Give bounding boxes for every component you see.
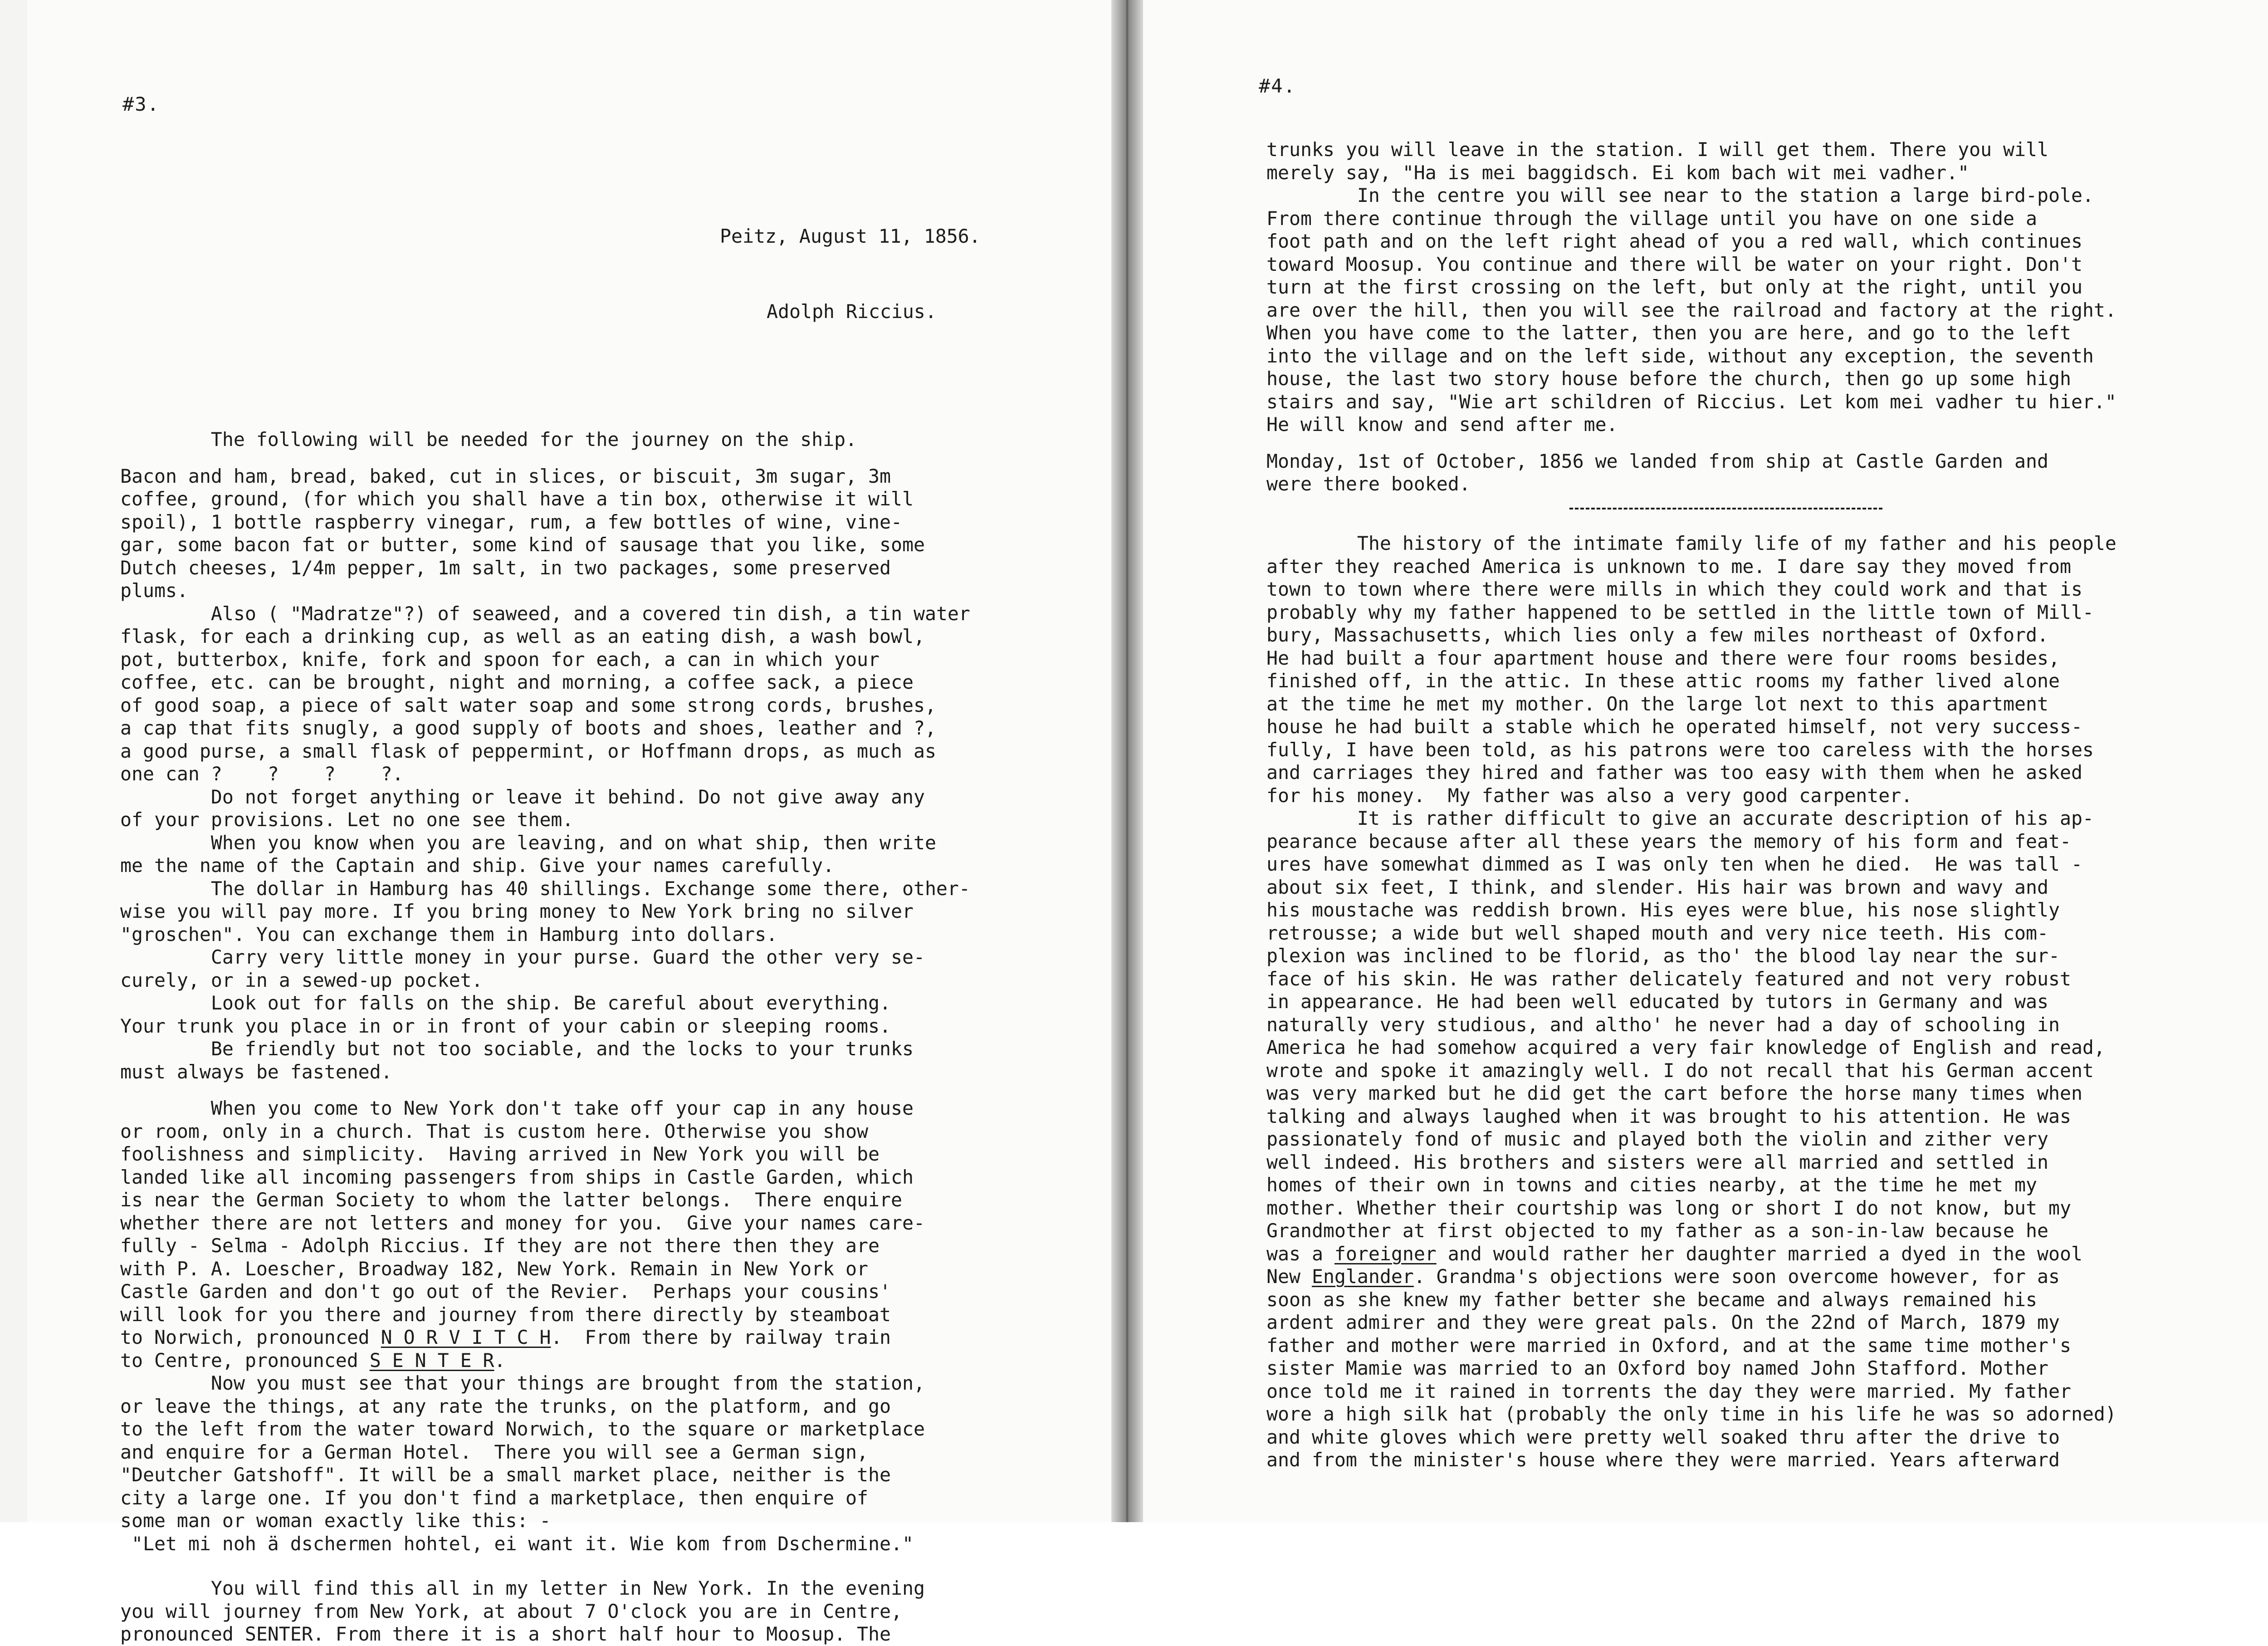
text-line: He will know and send after me.	[1266, 413, 1618, 436]
text-line: wrote and spoke it amazingly well. I do not recall that his German accent	[1266, 1059, 2094, 1082]
spacer	[120, 369, 981, 382]
text-line: and carriages they hired and father was too easy with them when he asked	[1266, 761, 2082, 784]
heading-name: Adolph Riccius.	[767, 300, 937, 323]
text-line: talking and always laughed when it was brought to his attention. He was	[1266, 1105, 2071, 1127]
text-line: merely say, "Ha is mei baggidsch. Ei kom bach wit mei vadher."	[1266, 161, 1970, 184]
text-line: pearance because after all these years the memory of his form and feat-	[1266, 830, 2071, 852]
spacer	[1266, 519, 2116, 532]
text-line: was very marked but he did get the cart before the horse many times when	[1266, 1082, 2082, 1104]
text-line: The following will be needed for the journey on the ship.	[120, 428, 857, 451]
book-gutter	[1111, 0, 1143, 1522]
page-number: #4.	[1259, 75, 1296, 97]
text-line: curely, or in a sewed-up pocket.	[120, 969, 483, 991]
text-line	[1266, 1265, 2116, 1288]
text-line: into the village and on the left side, without any exception, the seventh	[1266, 344, 2094, 367]
page-left	[27, 0, 1111, 1645]
text-line: a good purse, a small flask of peppermint, or Hoffmann drops, as much as	[120, 740, 936, 762]
underlined-word: Englander	[1311, 1265, 1414, 1288]
text-line	[120, 1326, 981, 1349]
text-line: probably why my father happened to be settled in the little town of Mill-	[1266, 601, 2094, 623]
text-run: to Centre, pronounced	[120, 1349, 370, 1372]
text-line: a cap that fits snugly, a good supply of boots and shoes, leather and ?,	[120, 717, 936, 739]
spacer	[1266, 436, 2116, 450]
text-line: landed like all incoming passengers from ships in Castle Garden, which	[120, 1166, 914, 1188]
text-line: passionately fond of music and played both the violin and zither very	[1266, 1128, 2048, 1150]
text-line: From there continue through the village until you have on one side a	[1266, 207, 2037, 230]
text-line: Also ( "Madratze"?) of seaweed, and a covered tin dish, a tin water	[120, 602, 970, 625]
text-line: foot path and on the left right ahead of you a red wall, which continues	[1266, 230, 2082, 252]
text-run: to Norwich, pronounced	[120, 1326, 381, 1348]
text-line: When you come to New York don't take off your cap in any house	[120, 1097, 914, 1119]
text-line: me the name of the Captain and ship. Give your names carefully.	[120, 854, 835, 877]
text-line: "Let mi noh ä dschermen hohtel, ei want it. Wie kom from Dschermine."	[120, 1532, 914, 1555]
text-line: turn at the first crossing on the left, but only at the right, until you	[1266, 276, 2082, 298]
text-line: The dollar in Hamburg has 40 shillings. Exchange some there, other-	[120, 877, 970, 900]
text-line: plexion was inclined to be florid, as tho' the blood lay near the sur-	[1266, 945, 2060, 967]
text-line: When you have come to the latter, then you are here, and go to the left	[1266, 322, 2071, 344]
text-line: sister Mamie was married to an Oxford boy named John Stafford. Mother	[1266, 1357, 2048, 1379]
text-line: you will journey from New York, at about 7 O'clock you are in Centre,	[120, 1600, 902, 1622]
text-line: stairs and say, "Wie art schildren of Riccius. Let kom mei vadher tu hier."	[1266, 390, 2116, 413]
text-line: Carry very little money in your purse. Guard the other very se-	[120, 946, 925, 968]
text-line: Your trunk you place in or in front of your cabin or sleeping rooms.	[120, 1014, 891, 1037]
text-line: fully - Selma - Adolph Riccius. If they are not there then they are	[120, 1234, 880, 1257]
text-line: Do not forget anything or leave it behind. Do not give away any	[120, 785, 925, 808]
letter-body	[120, 179, 981, 1646]
text-line: wore a high silk hat (probably the only time in his life he was so adorned)	[1266, 1403, 2116, 1425]
text-line: father and mother were married in Oxford, and at the same time mother's	[1266, 1334, 2071, 1357]
text-line: some man or woman exactly like this: -	[120, 1509, 551, 1532]
text-line: face of his skin. He was rather delicately featured and not very robust	[1266, 967, 2071, 990]
heading-place-date: Peitz, August 11, 1856.	[720, 225, 981, 247]
text-line: retrousse; a wide but well shaped mouth and very nice teeth. His com-	[1266, 921, 2048, 944]
text-line: He had built a four apartment house and there were four rooms besides,	[1266, 647, 2060, 669]
dashed-separator	[1266, 496, 2116, 519]
text-run: and would rather her daughter married a dyed in the wool	[1436, 1242, 2082, 1265]
page-number: #3.	[122, 93, 160, 115]
text-line: "Deutcher Gatshoff". It will be a small market place, neither is the	[120, 1464, 891, 1486]
spacer	[120, 1555, 981, 1577]
underlined-word: foreigner	[1334, 1242, 1437, 1265]
text-line: city a large one. If you don't find a marketplace, then enquire of	[120, 1486, 869, 1509]
text-line: Monday, 1st of October, 1856 we landed from ship at Castle Garden and	[1266, 450, 2048, 472]
text-line: is near the German Society to whom the latter belongs. There enquire	[120, 1189, 902, 1211]
text-line: bury, Massachusetts, which lies only a few miles northeast of Oxford.	[1266, 624, 2048, 646]
text-line: coffee, etc. can be brought, night and morning, a coffee sack, a piece	[120, 671, 914, 693]
text-line: with P. A. Loescher, Broadway 182, New York. Remain in New York or	[120, 1257, 869, 1280]
text-line: his moustache was reddish brown. His eyes were blue, his nose slightly	[1266, 899, 2060, 921]
text-line: about six feet, I think, and slender. His hair was brown and wavy and	[1266, 876, 2048, 898]
text-line: toward Moosup. You continue and there will be water on your right. Don't	[1266, 253, 2082, 275]
text-line: Dutch cheeses, 1/4m pepper, 1m salt, in two packages, some preserved	[120, 556, 891, 579]
text-line: house he had built a stable which he operated himself, not very success-	[1266, 715, 2082, 738]
text-run: .	[494, 1349, 506, 1372]
text-line: one can ? ? ? ?.	[120, 763, 404, 785]
text-line: spoil), 1 bottle raspberry vinegar, rum, a few bottles of wine, vine-	[120, 510, 902, 533]
text-line: or room, only in a church. That is custom here. Otherwise you show	[120, 1120, 869, 1142]
text-line: and enquire for a German Hotel. There you will see a German sign,	[120, 1440, 869, 1463]
text-line: flask, for each a drinking cup, as well as an eating dish, a wash bowl,	[120, 625, 925, 647]
text-run: New	[1266, 1265, 1312, 1288]
text-line: The history of the intimate family life of my father and his people	[1266, 532, 2116, 554]
text-line: It is rather difficult to give an accurate description of his ap-	[1266, 807, 2094, 829]
text-line: Castle Garden and don't go out of the Revier. Perhaps your cousins'	[120, 1280, 891, 1303]
text-line: ardent admirer and they were great pals. On the 22nd of March, 1879 my	[1266, 1311, 2060, 1333]
text-run: was a	[1266, 1242, 1334, 1265]
narrative-body	[1266, 138, 2116, 1472]
text-line: mother. Whether their courtship was long or short I do not know, but my	[1266, 1196, 2071, 1219]
text-line: naturally very studious, and altho' he never had a day of schooling in	[1266, 1013, 2060, 1036]
text-line: "groschen". You can exchange them in Hamburg into dollars.	[120, 923, 778, 945]
text-line: and from the minister's house where they were married. Years afterward	[1266, 1449, 2060, 1471]
text-line: foolishness and simplicity. Having arrived in New York you will be	[120, 1143, 880, 1165]
text-line: for his money. My father was also a very good carpenter.	[1266, 784, 1913, 807]
text-line: must always be fastened.	[120, 1060, 392, 1083]
text-line: America he had somehow acquired a very fair knowledge of English and read,	[1266, 1036, 2105, 1058]
underlined-word: S E N T E R	[369, 1349, 494, 1372]
text-line: soon as she knew my father better she became and always remained his	[1266, 1288, 2037, 1311]
text-line: of good soap, a piece of salt water soap and some strong cords, brushes,	[120, 694, 936, 716]
text-line: house, the last two story house before the church, then go up some high	[1266, 367, 2071, 390]
text-line: fully, I have been told, as his patrons were too careless with the horses	[1266, 738, 2094, 761]
text-line: to the left from the water toward Norwich, to the square or marketplace	[120, 1418, 925, 1440]
text-line: Grandmother at first objected to my father as a son-in-law because he	[1266, 1220, 2048, 1242]
text-line: In the centre you will see near to the station a large bird-pole.	[1266, 184, 2094, 206]
spacer	[120, 451, 981, 465]
text-line: or leave the things, at any rate the trunks, on the platform, and go	[120, 1395, 891, 1417]
text-line: coffee, ground, (for which you shall have a tin box, otherwise it will	[120, 488, 914, 510]
text-line: Now you must see that your things are brought from the station,	[120, 1372, 925, 1394]
text-line: whether there are not letters and money for you. Give your names care-	[120, 1211, 925, 1234]
text-line: in appearance. He had been well educated by tutors in Germany and was	[1266, 990, 2048, 1013]
text-line: well indeed. His brothers and sisters were all married and settled in	[1266, 1151, 2048, 1173]
text-line: trunks you will leave in the station. I will get them. There you will	[1266, 138, 2048, 161]
text-line: and white gloves which were pretty well soaked thru after the drive to	[1266, 1426, 2060, 1448]
text-line: will look for you there and journey from there directly by steamboat	[120, 1303, 891, 1326]
text-line: ures have somewhat dimmed as I was only ten when he died. He was tall -	[1266, 853, 2082, 875]
text-run: . Grandma's objections were soon overcome however, for as	[1413, 1265, 2060, 1288]
text-line: plums.	[120, 579, 188, 602]
text-run: . From there by railway train	[551, 1326, 891, 1348]
spacer	[120, 1083, 981, 1097]
text-line: are over the hill, then you will see the railroad and factory at the right.	[1266, 299, 2116, 321]
text-line: gar, some bacon fat or butter, some kind of sausage that you like, some	[120, 534, 925, 556]
text-line: were there booked.	[1266, 473, 1471, 495]
text-line: wise you will pay more. If you bring money to New York bring no silver	[120, 900, 914, 922]
page-right	[1143, 0, 2268, 1522]
text-line	[120, 1349, 981, 1372]
text-line: Look out for falls on the ship. Be careful about everything.	[120, 992, 891, 1014]
text-line: pot, butterbox, knife, fork and spoon for each, a can in which your	[120, 648, 880, 671]
text-line: once told me it rained in torrents the day they were married. My father	[1266, 1380, 2071, 1402]
text-line: of your provisions. Let no one see them.	[120, 808, 574, 831]
text-line: You will find this all in my letter in New York. In the evening	[120, 1577, 925, 1599]
text-line: pronounced SENTER. From there it is a short half hour to Moosup. The	[120, 1623, 891, 1645]
text-line	[1266, 1243, 2116, 1266]
text-line: Be friendly but not too sociable, and the locks to your trunks	[120, 1038, 914, 1060]
text-line: after they reached America is unknown to me. I dare say they moved from	[1266, 555, 2071, 578]
underlined-word: N O R V I T C H	[381, 1326, 551, 1348]
text-line: town to town where there were mills in which they could work and that is	[1266, 578, 2082, 600]
text-line: homes of their own in towns and cities nearby, at the time he met my	[1266, 1174, 2037, 1196]
text-line: at the time he met my mother. On the large lot next to this apartment	[1266, 692, 2048, 715]
text-line: When you know when you are leaving, and on what ship, then write	[120, 831, 936, 854]
text-line: finished off, in the attic. In these attic rooms my father lived alone	[1266, 670, 2060, 692]
text-line: Bacon and ham, bread, baked, cut in slices, or biscuit, 3m sugar, 3m	[120, 465, 891, 487]
